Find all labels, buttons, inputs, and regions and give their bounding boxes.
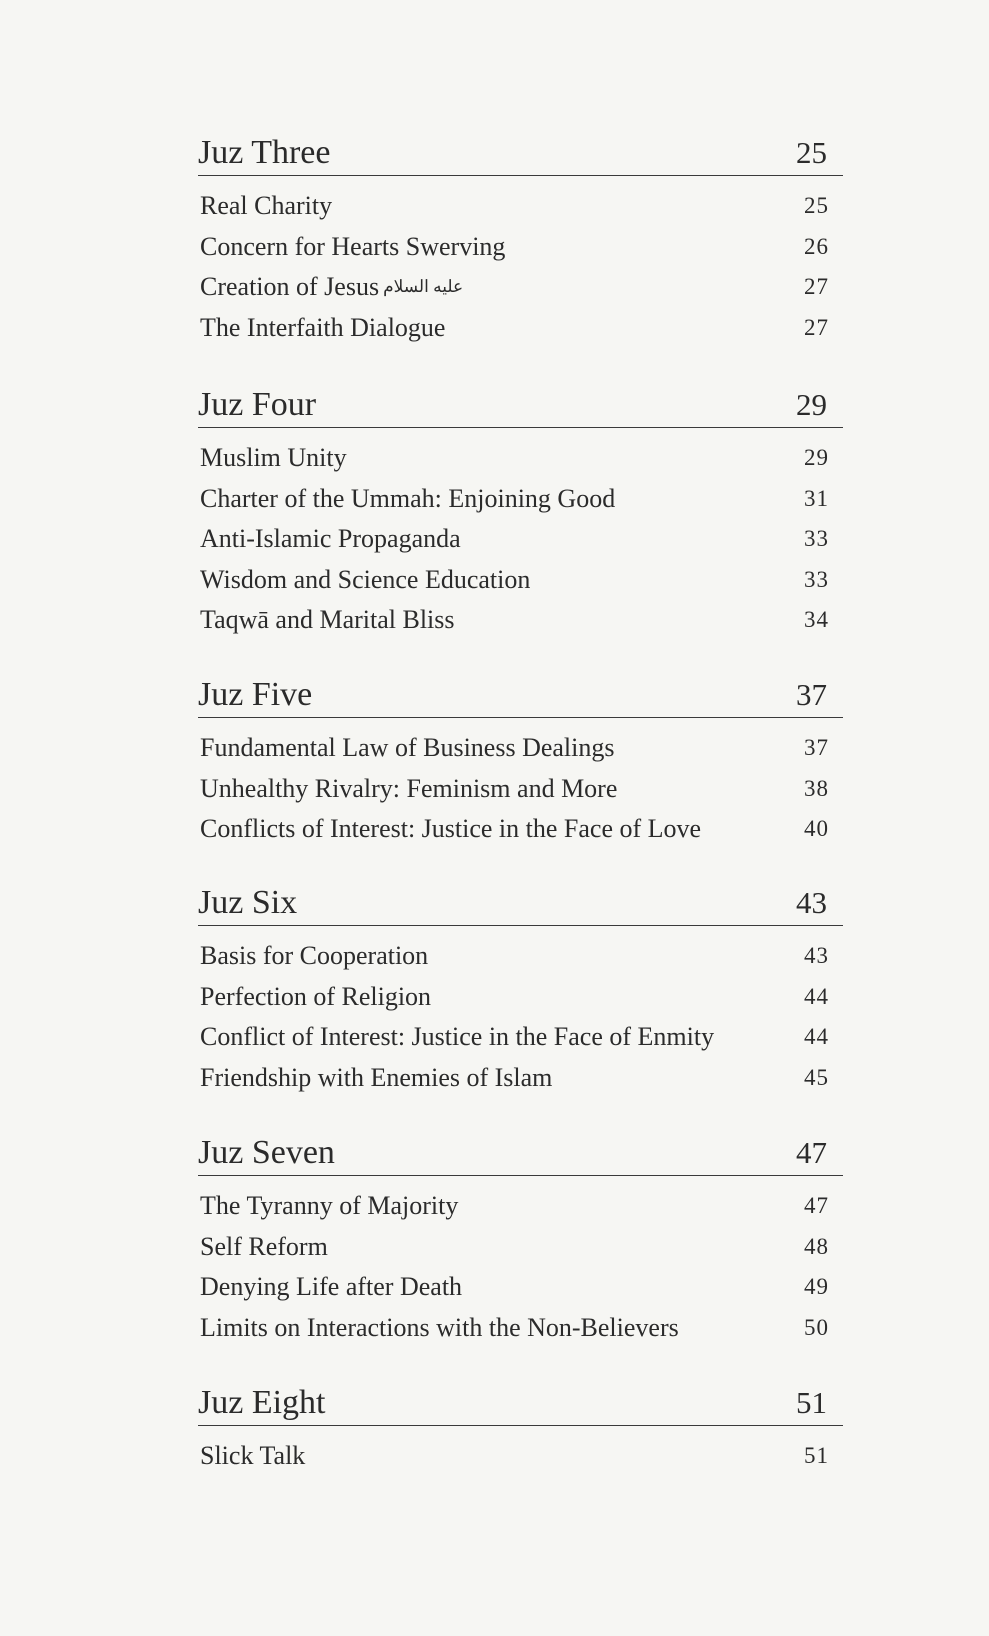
entry-title: Self Reform [200,1231,328,1261]
entry-page-number: 26 [804,233,829,259]
entry-title: Fundamental Law of Business Dealings [200,733,615,762]
entry-title-wrap [200,1017,714,1058]
entry-page-number: 33 [804,526,829,552]
entry-title: Slick Talk [200,1441,306,1470]
entry-page-number: 34 [804,607,829,633]
juz-heading [198,1381,843,1426]
toc-entry[interactable] [198,560,843,601]
juz-title: Juz Seven [198,1134,335,1171]
toc-entry[interactable] [198,479,843,520]
entry-title-wrap [200,186,332,227]
entry-title-wrap [200,728,615,769]
entry-title: Basis for Cooperation [200,941,429,970]
entry-page-number: 44 [804,983,829,1009]
entry-title: The Interfaith Dialogue [200,312,446,342]
juz-page-number: 51 [796,1385,827,1420]
entry-page-number: 40 [804,816,829,842]
juz-page-number: 47 [796,1135,827,1170]
entry-title-wrap [200,769,617,810]
entry-title-wrap [200,560,530,601]
entry-title: Creation of Jesus [200,272,380,302]
toc-entry[interactable] [198,728,843,769]
juz-title: Juz Five [198,676,313,713]
toc-entry[interactable] [198,977,843,1018]
juz-heading [198,1131,843,1176]
honorific-arabic: عليه السلام [383,277,464,297]
entry-title: Wisdom and Science Education [200,564,531,594]
toc-entry[interactable] [198,1017,843,1058]
entry-title: Conflicts of Interest: Justice in the Face of Love [200,814,702,844]
entry-title-wrap [200,479,615,520]
entry-title-wrap [200,809,701,850]
entry-title: Taqwā and Marital Bliss [200,605,455,635]
juz-page-number: 25 [796,135,827,170]
entry-title: Perfection of Religion [200,981,432,1011]
entry-title-wrap [200,1267,462,1308]
juz-heading [198,673,843,718]
juz-title: Juz Three [198,134,331,171]
toc-entry[interactable] [198,1058,843,1099]
entry-title-wrap [200,600,455,641]
entry-title: Friendship with Enemies of Islam [200,1062,553,1092]
entry-title-wrap [200,977,431,1018]
entry-page-number: 29 [804,445,829,470]
entry-page-number: 43 [804,943,829,968]
entry-title-wrap [200,1227,328,1268]
toc-entry[interactable] [198,1308,843,1349]
entry-page-number: 33 [804,566,829,592]
entry-page-number: 31 [804,485,829,511]
juz-section [198,383,843,641]
entry-title: Conflict of Interest: Justice in the Face of Enmity [200,1022,715,1052]
entry-page-number: 44 [804,1024,829,1050]
juz-section [198,1131,843,1348]
juz-heading [198,131,843,176]
entry-title-wrap [200,1436,305,1477]
entry-page-number: 37 [804,735,829,760]
entry-page-number: 27 [804,274,829,300]
juz-heading [198,881,843,926]
entry-title: Muslim Unity [200,443,347,472]
toc-entry[interactable] [198,809,843,850]
entry-title: Denying Life after Death [200,1272,463,1302]
toc-entry[interactable] [198,519,843,560]
entry-title-wrap [200,1186,458,1227]
toc-entry[interactable] [198,1267,843,1308]
entry-title: Limits on Interactions with the Non-Believers [200,1312,679,1342]
toc-entry[interactable] [198,308,843,349]
juz-page-number: 29 [796,387,827,422]
entry-title: Charter of the Ummah: Enjoining Good [200,483,616,513]
toc-entry[interactable] [198,769,843,810]
entry-title-wrap [200,438,347,479]
entry-page-number: 47 [804,1193,829,1218]
toc-entry[interactable] [198,186,843,227]
entry-title: The Tyranny of Majority [200,1191,459,1220]
toc-entry[interactable] [198,1186,843,1227]
entry-title-wrap [200,1308,679,1349]
entry-title: Unhealthy Rivalry: Feminism and More [200,773,618,803]
juz-section [198,131,843,348]
entry-page-number: 27 [804,314,829,340]
entry-title-wrap [200,267,463,308]
entry-page-number: 49 [804,1274,829,1300]
juz-page-number: 43 [796,885,827,920]
toc-entry[interactable] [198,227,843,268]
entry-page-number: 50 [804,1314,829,1340]
entry-page-number: 25 [804,193,829,218]
entry-title: Real Charity [200,191,333,220]
juz-heading [198,383,843,428]
juz-section [198,673,843,850]
entry-page-number: 51 [804,1443,829,1468]
entry-title-wrap [200,227,505,268]
juz-section [198,881,843,1098]
juz-section [198,1381,843,1477]
toc-entry[interactable] [198,1436,843,1477]
entry-title-wrap [200,936,428,977]
entry-title-wrap [200,1058,552,1099]
entry-title: Anti-Islamic Propaganda [200,524,461,554]
toc-entry[interactable] [198,600,843,641]
juz-page-number: 37 [796,677,827,712]
entry-page-number: 45 [804,1064,829,1090]
entry-title-wrap [200,519,461,560]
entry-title: Concern for Hearts Swerving [200,231,506,261]
entry-page-number: 48 [804,1233,829,1259]
toc-entry[interactable] [198,438,843,479]
entry-page-number: 38 [804,775,829,801]
entry-title-wrap [200,308,445,349]
toc-entry[interactable] [198,1227,843,1268]
juz-title: Juz Four [198,386,317,423]
juz-title: Juz Six [198,884,298,921]
toc-entry[interactable] [198,936,843,977]
toc-entry[interactable] [198,267,843,308]
juz-title: Juz Eight [198,1384,326,1421]
